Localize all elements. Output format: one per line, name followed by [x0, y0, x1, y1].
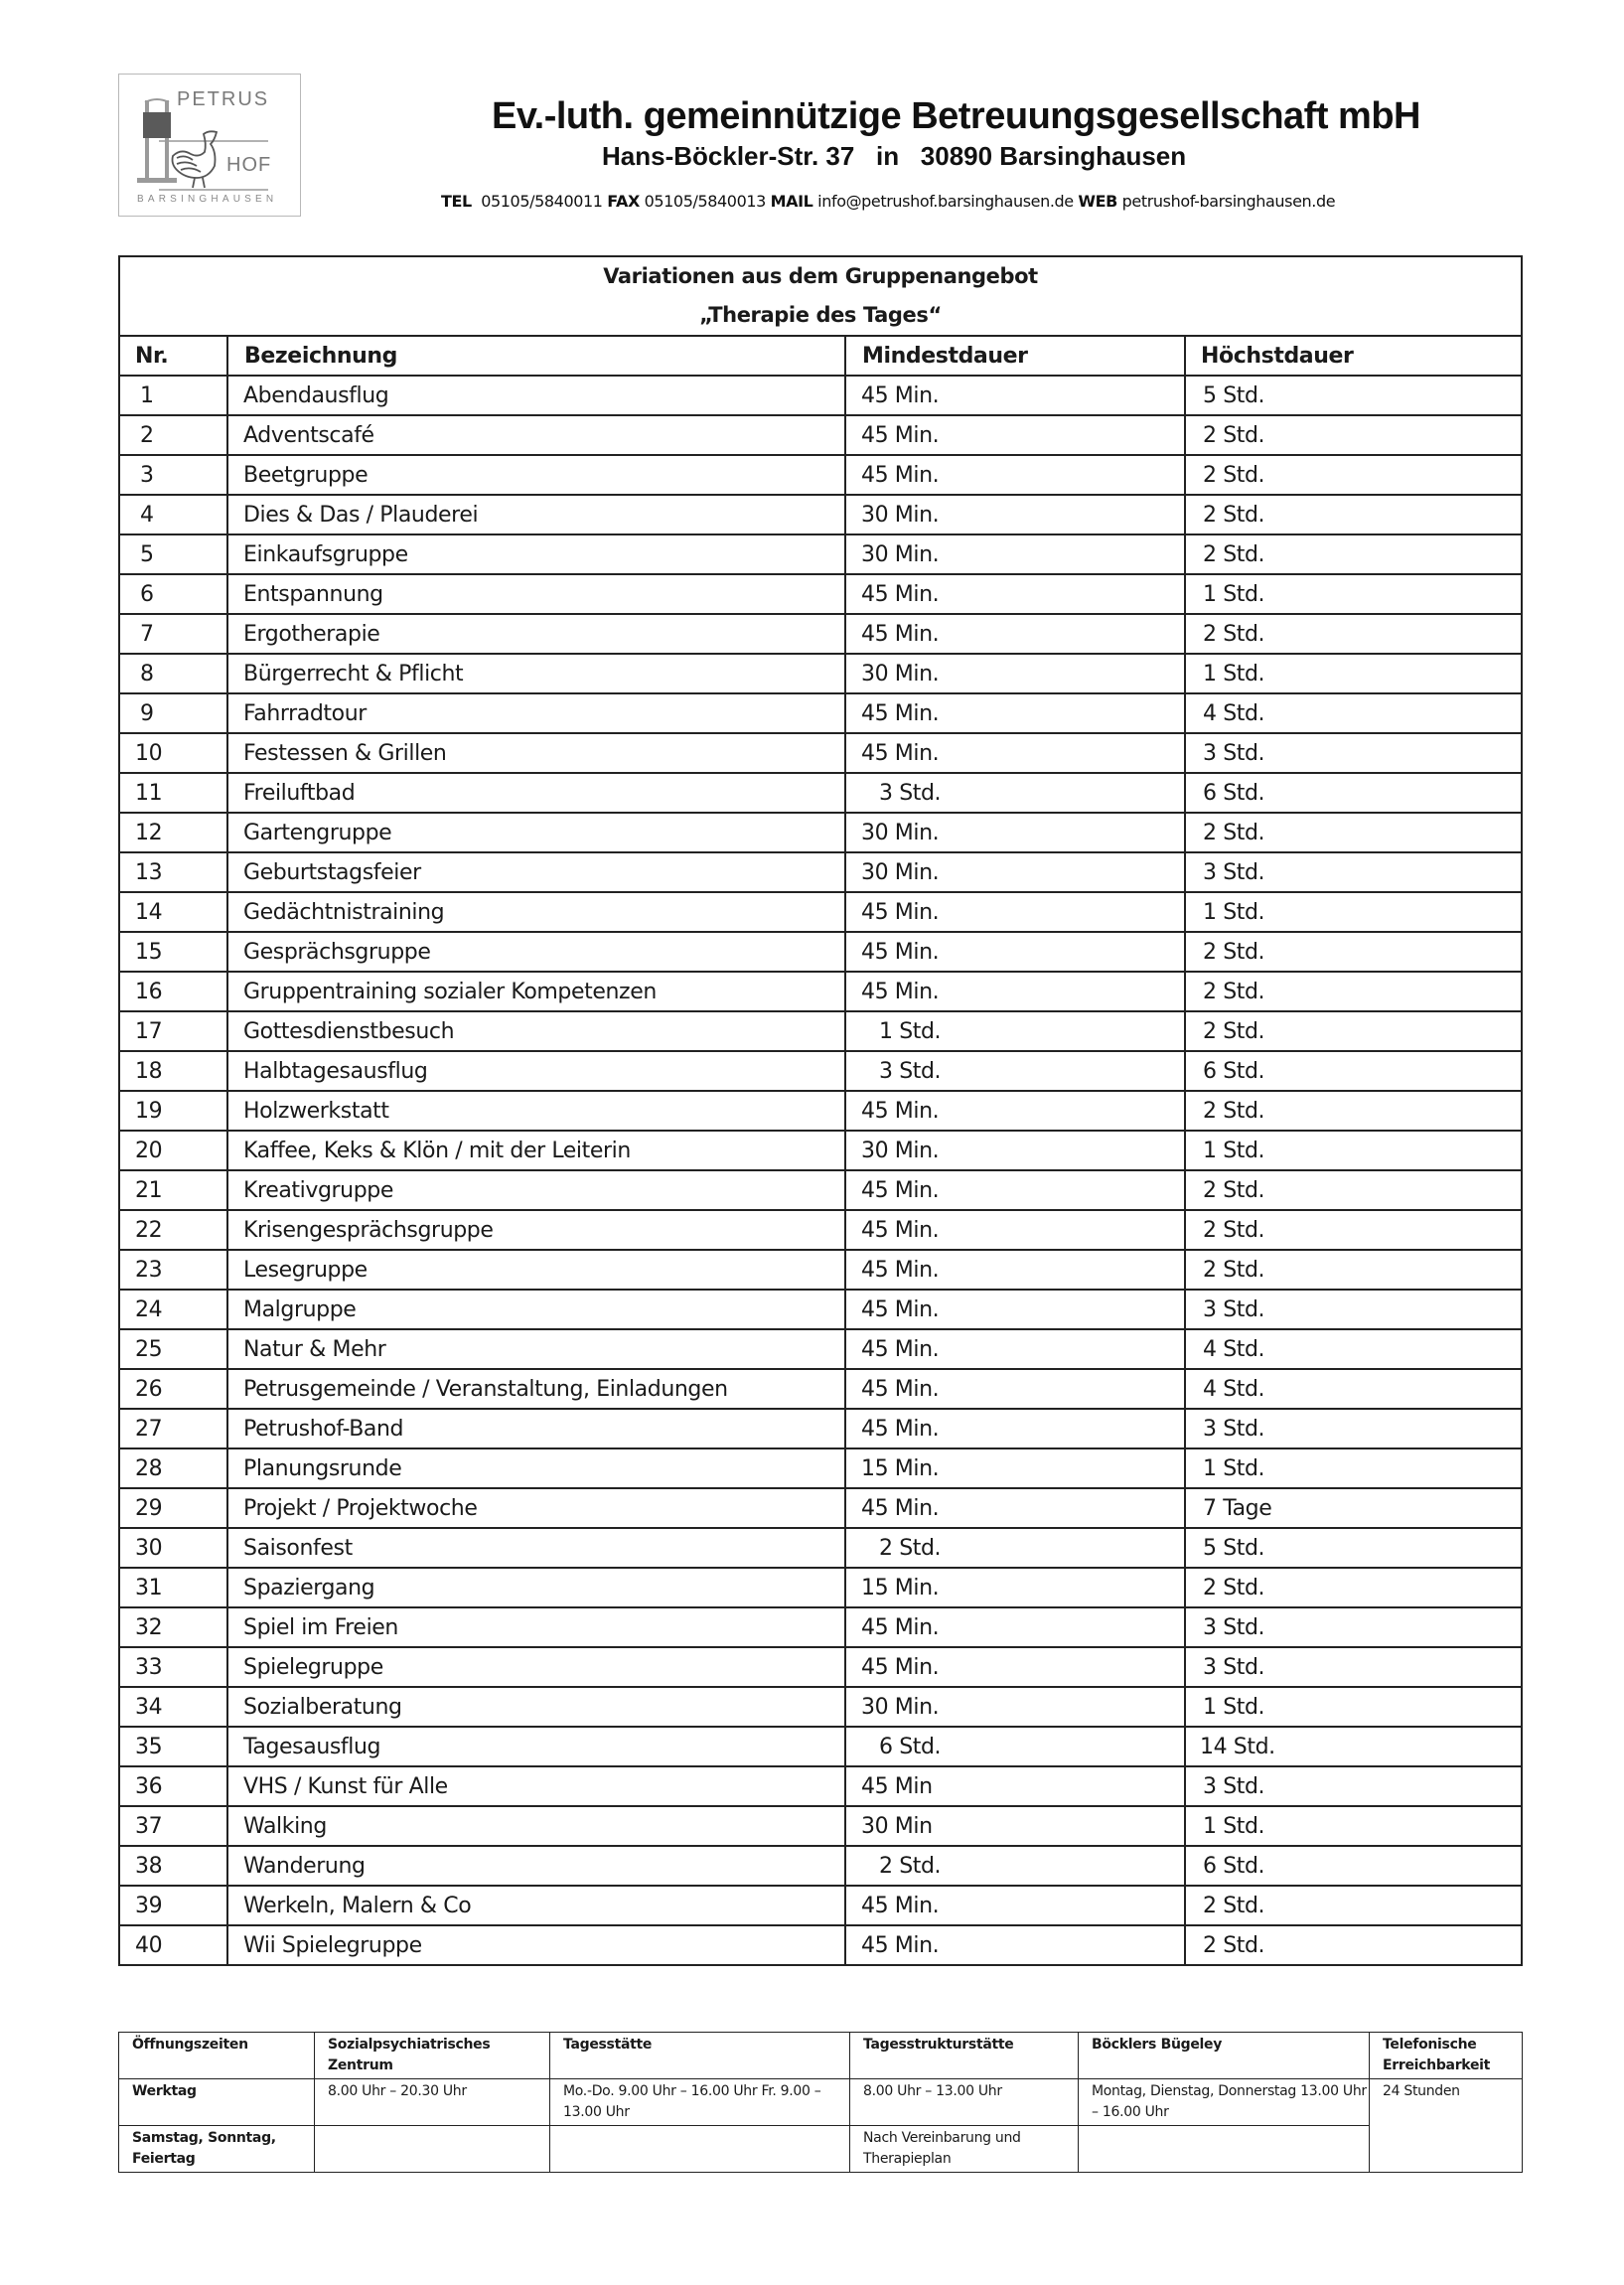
fax-number: 05105/5840013 — [644, 192, 766, 211]
table-row — [119, 574, 1522, 614]
row-number: 26 — [119, 1369, 227, 1409]
table-row — [119, 852, 1522, 892]
row-number: 14 — [119, 892, 227, 932]
activity-name: Krisengesprächsgruppe — [227, 1210, 845, 1250]
hours-wochenende-tagesstaette — [550, 2126, 850, 2173]
table-row — [119, 1091, 1522, 1131]
activity-name: Gedächtnistraining — [227, 892, 845, 932]
company-logo — [118, 74, 301, 217]
column-header-bezeichnung: Bezeichnung — [227, 336, 845, 376]
minimum-duration: 1 Std. — [845, 1011, 1185, 1051]
hours-werktag-tagesstrukturstaette: 8.00 Uhr – 13.00 Uhr — [850, 2079, 1079, 2126]
row-number: 1 — [119, 376, 227, 415]
minimum-duration: 45 Min. — [845, 1170, 1185, 1210]
table-row — [119, 376, 1522, 415]
table-row — [119, 892, 1522, 932]
activity-name: Fahrradtour — [227, 693, 845, 733]
table-row — [119, 614, 1522, 654]
fax-label: FAX — [607, 192, 640, 211]
maximum-duration: 3 Std. — [1185, 733, 1522, 773]
activity-name: Wanderung — [227, 1846, 845, 1886]
minimum-duration: 2 Std. — [845, 1846, 1185, 1886]
logo-text-hof: HOF — [226, 154, 272, 176]
maximum-duration: 5 Std. — [1185, 1528, 1522, 1568]
minimum-duration: 45 Min. — [845, 1925, 1185, 1965]
table-row — [119, 1409, 1522, 1448]
hours-werktag-spz: 8.00 Uhr – 20.30 Uhr — [315, 2079, 550, 2126]
minimum-duration: 3 Std. — [845, 773, 1185, 813]
row-number: 27 — [119, 1409, 227, 1448]
maximum-duration: 14 Std. — [1185, 1727, 1522, 1766]
minimum-duration: 3 Std. — [845, 1051, 1185, 1091]
row-number: 31 — [119, 1568, 227, 1607]
row-number: 29 — [119, 1488, 227, 1528]
row-number: 25 — [119, 1329, 227, 1369]
maximum-duration: 2 Std. — [1185, 455, 1522, 495]
row-number: 13 — [119, 852, 227, 892]
activity-name: Dies & Das / Plauderei — [227, 495, 845, 534]
maximum-duration: 2 Std. — [1185, 1091, 1522, 1131]
row-number: 10 — [119, 733, 227, 773]
table-row — [119, 1488, 1522, 1528]
table-row — [119, 415, 1522, 455]
minimum-duration: 45 Min. — [845, 574, 1185, 614]
row-number: 18 — [119, 1051, 227, 1091]
maximum-duration: 6 Std. — [1185, 1051, 1522, 1091]
maximum-duration: 2 Std. — [1185, 495, 1522, 534]
minimum-duration: 45 Min. — [845, 1369, 1185, 1409]
maximum-duration: 2 Std. — [1185, 1250, 1522, 1290]
minimum-duration: 45 Min. — [845, 693, 1185, 733]
activity-name: Spaziergang — [227, 1568, 845, 1607]
table-row — [119, 1290, 1522, 1329]
row-number: 30 — [119, 1528, 227, 1568]
table-row — [119, 1210, 1522, 1250]
table-row — [119, 1607, 1522, 1647]
minimum-duration: 30 Min — [845, 1806, 1185, 1846]
maximum-duration: 3 Std. — [1185, 1290, 1522, 1329]
activity-name: Saisonfest — [227, 1528, 845, 1568]
activity-name: Wii Spielegruppe — [227, 1925, 845, 1965]
row-number: 24 — [119, 1290, 227, 1329]
table-row — [119, 1369, 1522, 1409]
table-row — [119, 1448, 1522, 1488]
hours-header-telefonische-erreichbarkeit: Telefonische Erreichbarkeit — [1370, 2033, 1523, 2079]
activity-name: Werkeln, Malern & Co — [227, 1886, 845, 1925]
table-row — [119, 813, 1522, 852]
row-number: 35 — [119, 1727, 227, 1766]
table-row — [119, 1886, 1522, 1925]
table-body — [119, 376, 1522, 1965]
hours-header-tagesstaette: Tagesstätte — [550, 2033, 850, 2079]
table-row — [119, 1528, 1522, 1568]
row-number: 23 — [119, 1250, 227, 1290]
activity-name: Einkaufsgruppe — [227, 534, 845, 574]
hours-row-label-werktag: Werktag — [119, 2079, 315, 2126]
maximum-duration: 2 Std. — [1185, 415, 1522, 455]
table-row — [119, 1170, 1522, 1210]
minimum-duration: 45 Min. — [845, 1647, 1185, 1687]
row-number: 2 — [119, 415, 227, 455]
row-number: 9 — [119, 693, 227, 733]
row-number: 4 — [119, 495, 227, 534]
maximum-duration: 2 Std. — [1185, 1925, 1522, 1965]
maximum-duration: 2 Std. — [1185, 1210, 1522, 1250]
table-row — [119, 972, 1522, 1011]
minimum-duration: 30 Min. — [845, 495, 1185, 534]
logo-text-barsinghausen: BARSINGHAUSEN — [137, 194, 278, 205]
maximum-duration: 2 Std. — [1185, 1886, 1522, 1925]
activity-name: Abendausflug — [227, 376, 845, 415]
row-number: 7 — [119, 614, 227, 654]
mail-label: MAIL — [770, 192, 813, 211]
minimum-duration: 30 Min. — [845, 813, 1185, 852]
hours-wochenende-tagesstrukturstaette: Nach Vereinbarung und Therapieplan — [850, 2126, 1079, 2173]
activity-name: Malgruppe — [227, 1290, 845, 1329]
web-address[interactable]: petrushof-barsinghausen.de — [1121, 192, 1336, 211]
activity-name: Projekt / Projektwoche — [227, 1488, 845, 1528]
row-number: 6 — [119, 574, 227, 614]
organization-title: Ev.-luth. gemeinnützige Betreuungsgesellschaft mbH — [492, 95, 1420, 137]
mail-address[interactable]: info@petrushof.barsinghausen.de — [817, 192, 1074, 211]
table-row — [119, 1766, 1522, 1806]
row-number: 39 — [119, 1886, 227, 1925]
table-row — [119, 1727, 1522, 1766]
maximum-duration: 1 Std. — [1185, 1687, 1522, 1727]
table-row — [119, 1806, 1522, 1846]
minimum-duration: 45 Min. — [845, 1210, 1185, 1250]
logo-text-petrus: PETRUS — [177, 88, 270, 110]
hours-header-boecklers-buegeley: Böcklers Bügeley — [1079, 2033, 1370, 2079]
minimum-duration: 15 Min. — [845, 1448, 1185, 1488]
activity-name: VHS / Kunst für Alle — [227, 1766, 845, 1806]
activity-name: Halbtagesausflug — [227, 1051, 845, 1091]
minimum-duration: 45 Min. — [845, 1290, 1185, 1329]
row-number: 20 — [119, 1131, 227, 1170]
table-row — [119, 1647, 1522, 1687]
activity-name: Festessen & Grillen — [227, 733, 845, 773]
minimum-duration: 45 Min. — [845, 1488, 1185, 1528]
hours-wochenende-boecklers-buegeley — [1079, 2126, 1370, 2173]
table-row — [119, 1925, 1522, 1965]
maximum-duration: 4 Std. — [1185, 1369, 1522, 1409]
minimum-duration: 30 Min. — [845, 534, 1185, 574]
row-number: 11 — [119, 773, 227, 813]
maximum-duration: 2 Std. — [1185, 1011, 1522, 1051]
table-row — [119, 733, 1522, 773]
minimum-duration: 45 Min. — [845, 1250, 1185, 1290]
opening-hours-table — [118, 2032, 1523, 2173]
activity-name: Lesegruppe — [227, 1250, 845, 1290]
maximum-duration: 2 Std. — [1185, 534, 1522, 574]
activity-name: Adventscafé — [227, 415, 845, 455]
table-row — [119, 693, 1522, 733]
maximum-duration: 7 Tage — [1185, 1488, 1522, 1528]
activity-name: Kaffee, Keks & Klön / mit der Leiterin — [227, 1131, 845, 1170]
minimum-duration: 30 Min. — [845, 1131, 1185, 1170]
maximum-duration: 5 Std. — [1185, 376, 1522, 415]
tel-number: 05105/5840011 — [481, 192, 603, 211]
maximum-duration: 3 Std. — [1185, 852, 1522, 892]
maximum-duration: 2 Std. — [1185, 614, 1522, 654]
table-row — [119, 1250, 1522, 1290]
table-row — [119, 1568, 1522, 1607]
activity-name: Walking — [227, 1806, 845, 1846]
row-number: 8 — [119, 654, 227, 693]
row-number: 37 — [119, 1806, 227, 1846]
column-header-hoechstdauer: Höchstdauer — [1185, 336, 1522, 376]
minimum-duration: 30 Min. — [845, 654, 1185, 693]
activity-name: Entspannung — [227, 574, 845, 614]
table-row — [119, 1329, 1522, 1369]
organization-address: Hans-Böckler-Str. 37 in 30890 Barsinghausen — [602, 141, 1187, 171]
minimum-duration: 45 Min. — [845, 972, 1185, 1011]
activity-name: Kreativgruppe — [227, 1170, 845, 1210]
activity-name: Petrusgemeinde / Veranstaltung, Einladungen — [227, 1369, 845, 1409]
minimum-duration: 45 Min. — [845, 1409, 1185, 1448]
table-caption-line2: „Therapie des Tages“ — [699, 303, 942, 327]
maximum-duration: 1 Std. — [1185, 654, 1522, 693]
minimum-duration: 45 Min. — [845, 415, 1185, 455]
column-header-nr: Nr. — [119, 336, 227, 376]
group-offer-table — [118, 255, 1523, 1966]
row-number: 17 — [119, 1011, 227, 1051]
row-number: 21 — [119, 1170, 227, 1210]
hours-header-oeffnungszeiten: Öffnungszeiten — [119, 2033, 315, 2079]
minimum-duration: 15 Min. — [845, 1568, 1185, 1607]
activity-name: Beetgruppe — [227, 455, 845, 495]
maximum-duration: 6 Std. — [1185, 773, 1522, 813]
activity-name: Gruppentraining sozialer Kompetenzen — [227, 972, 845, 1011]
activity-name: Natur & Mehr — [227, 1329, 845, 1369]
maximum-duration: 1 Std. — [1185, 1131, 1522, 1170]
maximum-duration: 1 Std. — [1185, 1448, 1522, 1488]
row-number: 40 — [119, 1925, 227, 1965]
maximum-duration: 3 Std. — [1185, 1409, 1522, 1448]
activity-name: Petrushof-Band — [227, 1409, 845, 1448]
activity-name: Tagesausflug — [227, 1727, 845, 1766]
row-number: 12 — [119, 813, 227, 852]
activity-name: Gottesdienstbesuch — [227, 1011, 845, 1051]
maximum-duration: 4 Std. — [1185, 693, 1522, 733]
table-row — [119, 455, 1522, 495]
maximum-duration: 4 Std. — [1185, 1329, 1522, 1369]
row-number: 32 — [119, 1607, 227, 1647]
table-row — [119, 1846, 1522, 1886]
table-row — [119, 1011, 1522, 1051]
activity-name: Freiluftbad — [227, 773, 845, 813]
web-label: WEB — [1078, 192, 1117, 211]
row-number: 5 — [119, 534, 227, 574]
activity-name: Ergotherapie — [227, 614, 845, 654]
table-row — [119, 1051, 1522, 1091]
minimum-duration: 45 Min. — [845, 614, 1185, 654]
minimum-duration: 45 Min. — [845, 733, 1185, 773]
column-header-mindestdauer: Mindestdauer — [845, 336, 1185, 376]
minimum-duration: 45 Min — [845, 1766, 1185, 1806]
minimum-duration: 45 Min. — [845, 1607, 1185, 1647]
table-row — [119, 1687, 1522, 1727]
minimum-duration: 45 Min. — [845, 932, 1185, 972]
row-number: 33 — [119, 1647, 227, 1687]
maximum-duration: 2 Std. — [1185, 813, 1522, 852]
maximum-duration: 3 Std. — [1185, 1607, 1522, 1647]
maximum-duration: 2 Std. — [1185, 1568, 1522, 1607]
row-number: 19 — [119, 1091, 227, 1131]
activity-name: Sozialberatung — [227, 1687, 845, 1727]
row-number: 3 — [119, 455, 227, 495]
activity-name: Bürgerrecht & Pflicht — [227, 654, 845, 693]
hours-werktag-boecklers-buegeley: Montag, Dienstag, Donnerstag 13.00 Uhr – 16.00 Uhr — [1079, 2079, 1370, 2126]
minimum-duration: 45 Min. — [845, 1329, 1185, 1369]
minimum-duration: 45 Min. — [845, 376, 1185, 415]
maximum-duration: 2 Std. — [1185, 1170, 1522, 1210]
row-number: 22 — [119, 1210, 227, 1250]
activity-name: Gesprächsgruppe — [227, 932, 845, 972]
minimum-duration: 45 Min. — [845, 1091, 1185, 1131]
contact-line — [441, 192, 1335, 211]
tel-label: TEL — [441, 192, 472, 211]
hours-row-label-wochenende: Samstag, Sonntag, Feiertag — [119, 2126, 315, 2173]
table-row — [119, 1131, 1522, 1170]
maximum-duration: 6 Std. — [1185, 1846, 1522, 1886]
minimum-duration: 2 Std. — [845, 1528, 1185, 1568]
maximum-duration: 3 Std. — [1185, 1647, 1522, 1687]
minimum-duration: 45 Min. — [845, 1886, 1185, 1925]
hours-header-spz: Sozialpsychiatrisches Zentrum — [315, 2033, 550, 2079]
maximum-duration: 1 Std. — [1185, 1806, 1522, 1846]
row-number: 15 — [119, 932, 227, 972]
maximum-duration: 2 Std. — [1185, 972, 1522, 1011]
row-number: 38 — [119, 1846, 227, 1886]
hours-wochenende-spz — [315, 2126, 550, 2173]
minimum-duration: 6 Std. — [845, 1727, 1185, 1766]
activity-name: Geburtstagsfeier — [227, 852, 845, 892]
maximum-duration: 1 Std. — [1185, 892, 1522, 932]
maximum-duration: 2 Std. — [1185, 932, 1522, 972]
row-number: 16 — [119, 972, 227, 1011]
table-row — [119, 654, 1522, 693]
hours-telefonische-erreichbarkeit: 24 Stunden — [1370, 2079, 1523, 2173]
table-caption — [119, 256, 1522, 336]
table-caption-line1: Variationen aus dem Gruppenangebot — [603, 264, 1038, 288]
activity-name: Gartengruppe — [227, 813, 845, 852]
hours-header-tagesstrukturstaette: Tagesstrukturstätte — [850, 2033, 1079, 2079]
row-number: 28 — [119, 1448, 227, 1488]
minimum-duration: 30 Min. — [845, 1687, 1185, 1727]
minimum-duration: 45 Min. — [845, 892, 1185, 932]
activity-name: Spielegruppe — [227, 1647, 845, 1687]
minimum-duration: 30 Min. — [845, 852, 1185, 892]
table-row — [119, 773, 1522, 813]
activity-name: Spiel im Freien — [227, 1607, 845, 1647]
hours-werktag-tagesstaette: Mo.-Do. 9.00 Uhr – 16.00 Uhr Fr. 9.00 – 13.00 Uhr — [550, 2079, 850, 2126]
row-number: 34 — [119, 1687, 227, 1727]
table-row — [119, 534, 1522, 574]
maximum-duration: 3 Std. — [1185, 1766, 1522, 1806]
activity-name: Planungsrunde — [227, 1448, 845, 1488]
row-number: 36 — [119, 1766, 227, 1806]
table-row — [119, 932, 1522, 972]
table-row — [119, 495, 1522, 534]
activity-name: Holzwerkstatt — [227, 1091, 845, 1131]
minimum-duration: 45 Min. — [845, 455, 1185, 495]
maximum-duration: 1 Std. — [1185, 574, 1522, 614]
